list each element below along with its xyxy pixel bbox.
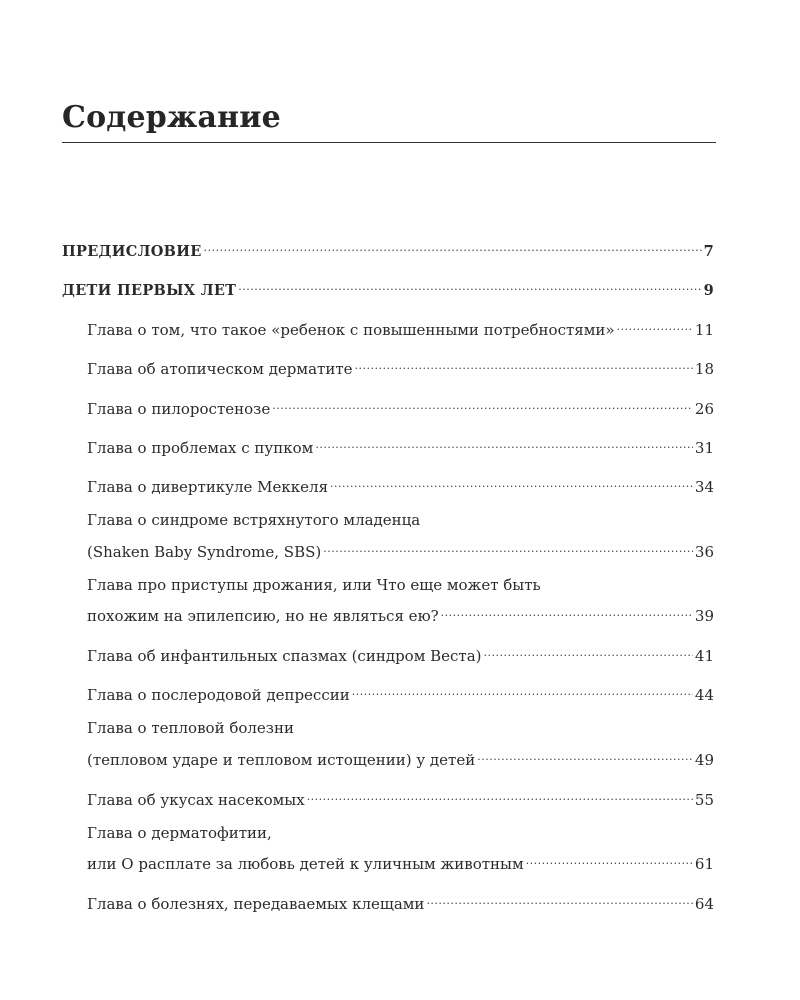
toc-chapter-label: похожим на эпилепсию, но не являться ею?	[87, 607, 439, 625]
toc-page-number: 18	[694, 360, 714, 378]
toc-chapter-entry[interactable]	[87, 599, 714, 627]
dot-leader	[315, 431, 693, 453]
toc-chapter-entry[interactable]	[87, 743, 714, 771]
dot-leader	[272, 392, 693, 414]
toc-section-entry[interactable]	[62, 234, 714, 263]
toc-chapter-label: Глава о том, что такое «ребенок с повышенными потребностями»	[87, 321, 615, 339]
toc-section-label: ПРЕДИСЛОВИЕ	[62, 243, 202, 260]
toc-page-number: 9	[703, 282, 714, 299]
dot-leader	[426, 887, 692, 909]
dot-leader	[204, 234, 702, 256]
toc-chapter-label-line1[interactable]: Глава о дерматофитии,	[87, 824, 272, 842]
dot-leader	[526, 847, 693, 869]
dot-leader	[441, 599, 693, 621]
toc-chapter-label-line1[interactable]: Глава о тепловой болезни	[87, 719, 294, 737]
toc-page-number: 44	[694, 686, 714, 704]
toc-page-number: 41	[694, 647, 714, 665]
toc-chapter-label-line1[interactable]: Глава про приступы дрожания, или Что еще может быть	[87, 576, 541, 594]
toc-chapter-entry[interactable]	[87, 392, 714, 420]
toc-chapter-entry[interactable]	[87, 313, 714, 341]
toc-page-number: 49	[694, 751, 714, 769]
toc-page-number: 34	[694, 478, 714, 496]
dot-leader	[307, 783, 693, 805]
dot-leader	[617, 313, 693, 335]
toc-page-number: 36	[694, 543, 714, 561]
dot-leader	[477, 743, 693, 765]
toc-chapter-entry[interactable]	[87, 470, 714, 498]
toc-chapter-label: Глава об укусах насекомых	[87, 791, 305, 809]
toc-chapter-label: Глава о проблемах с пупком	[87, 439, 314, 457]
toc-chapter-entry[interactable]	[87, 535, 714, 563]
toc-page-number: 11	[694, 321, 714, 339]
toc-chapter-label: или О расплате за любовь детей к уличным животным	[87, 855, 524, 873]
toc-section-label: ДЕТИ ПЕРВЫХ ЛЕТ	[62, 282, 237, 299]
toc-chapter-label: Глава о пилоростенозе	[87, 400, 271, 418]
toc-chapter-label: Глава о дивертикуле Меккеля	[87, 478, 329, 496]
dot-leader	[484, 639, 693, 661]
page-title: Содержание	[62, 100, 281, 135]
dot-leader	[238, 273, 701, 295]
toc-chapter-label-line1[interactable]: Глава о синдроме встряхнутого младенца	[87, 511, 421, 529]
toc-page-number: 7	[703, 243, 714, 260]
toc-chapter-label: (тепловом ударе и тепловом истощении) у детей	[87, 751, 476, 769]
toc-chapter-entry[interactable]	[87, 431, 714, 459]
toc-page-number: 26	[694, 400, 714, 418]
toc-chapter-entry[interactable]	[87, 847, 714, 875]
dot-leader	[355, 352, 693, 374]
toc-chapter-entry[interactable]	[87, 352, 714, 380]
toc-chapter-label: (Shaken Baby Syndrome, SBS)	[87, 543, 322, 561]
toc-page-number: 31	[694, 439, 714, 457]
toc-page-number: 64	[694, 895, 714, 913]
dot-leader	[323, 535, 693, 557]
toc-chapter-entry[interactable]	[87, 783, 714, 811]
toc-page-number: 55	[694, 791, 714, 809]
toc-section-entry[interactable]	[62, 273, 714, 302]
toc-chapter-entry[interactable]	[87, 639, 714, 667]
toc-chapter-label: Глава об атопическом дерматите	[87, 360, 353, 378]
dot-leader	[330, 470, 693, 492]
toc-chapter-label: Глава о болезнях, передаваемых клещами	[87, 895, 425, 913]
toc-page-number: 61	[694, 855, 714, 873]
toc-chapter-entry[interactable]	[87, 678, 714, 706]
dot-leader	[352, 678, 693, 700]
toc-chapter-label: Глава о послеродовой депрессии	[87, 686, 350, 704]
toc-page-number: 39	[694, 607, 714, 625]
toc-chapter-entry[interactable]	[87, 887, 714, 915]
toc-chapter-label: Глава об инфантильных спазмах (синдром Веста)	[87, 647, 482, 665]
